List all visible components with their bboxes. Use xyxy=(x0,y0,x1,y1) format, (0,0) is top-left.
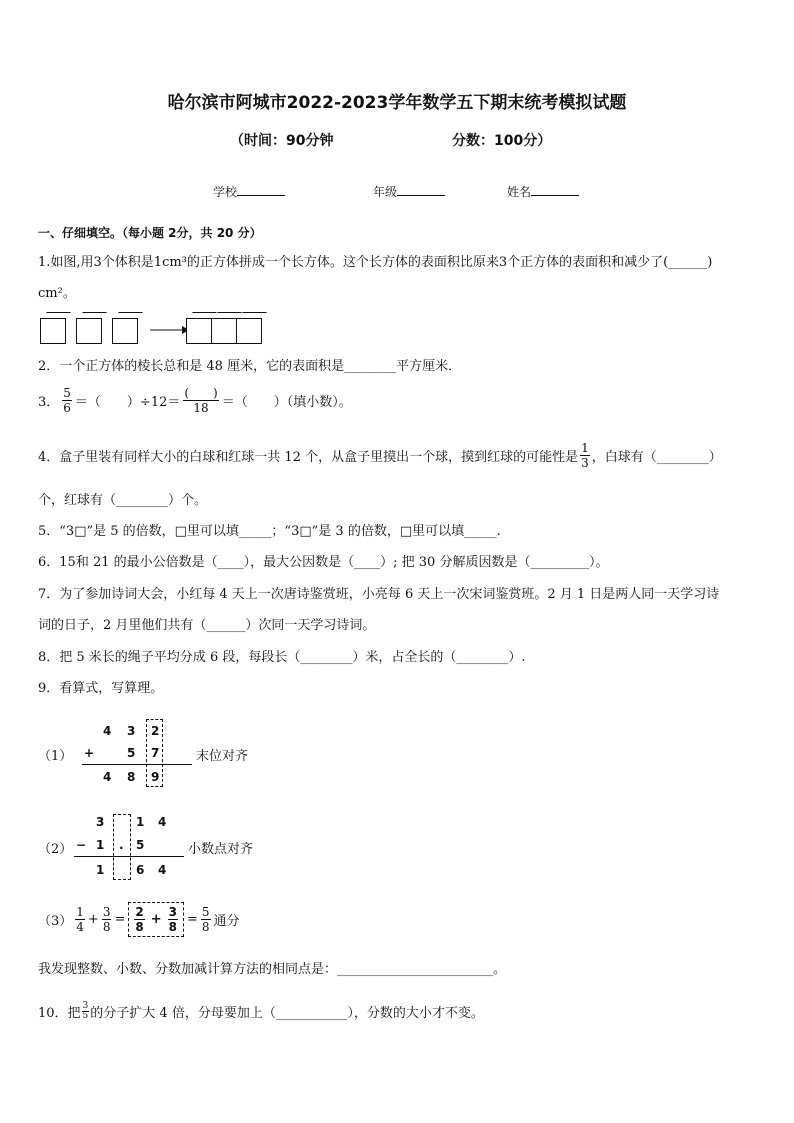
digit: 3 xyxy=(96,815,105,829)
part-2-label: （2） xyxy=(38,842,73,857)
arrow-icon xyxy=(148,322,190,338)
digit: 6 xyxy=(136,863,145,877)
cuboid-part-1 xyxy=(186,318,212,344)
cube-2 xyxy=(76,318,102,344)
question-8: 8．把 5 米长的绳子平均分成 6 段，每段长（________）米，占全长的（________）. xyxy=(38,650,526,665)
fraction: $\frac{2}{8}$ xyxy=(135,905,144,934)
digit: 4 xyxy=(103,770,112,784)
grade-field[interactable]: 年级 xyxy=(373,183,445,200)
digit: 3 xyxy=(127,724,136,738)
fraction: $\frac{1}{4}$ xyxy=(76,905,84,934)
digit: 5 xyxy=(136,838,145,852)
fraction-1-3: $\frac{1}{3}$ xyxy=(581,441,589,470)
question-4: 4．盒子里装有同样大小的白球和红球一共 12 个，从盒子里摸出一个球，摸到红球的可能性是 $\frac{1}{3}$ ，白球有（________） xyxy=(38,441,722,470)
alignment-box xyxy=(146,719,163,787)
decimal-alignment-box xyxy=(113,814,131,880)
school-blank[interactable] xyxy=(237,183,285,196)
digit: 1 xyxy=(136,815,145,829)
part-3-label: （3） xyxy=(38,914,73,929)
minus-sign: − xyxy=(76,838,87,852)
question-6: 6．15和 21 的最小公倍数是（____），最大公因数是（____）; 把 30 分解质因数是（_________）。 xyxy=(38,555,609,570)
part-3-fractions: （3） $\frac{1}{4}$ + $\frac{3}{8}$ = $\frac{2}{8}$ + $\frac{3}{8}$ = $\frac{5}{8}$ 通分 xyxy=(38,902,240,937)
plus-sign: + xyxy=(84,746,95,760)
part-1-note: 末位对齐 xyxy=(196,749,249,764)
decimal-point: . xyxy=(119,838,124,852)
digit: 2 xyxy=(151,724,160,738)
cuboid-part-3 xyxy=(236,318,262,344)
cube-3 xyxy=(112,318,138,344)
digit: 9 xyxy=(151,770,160,784)
question-2: 2．一个正方体的棱长总和是 48 厘米，它的表面积是________平方厘米． xyxy=(38,359,462,374)
digit: 1 xyxy=(96,863,105,877)
cube-figure xyxy=(40,312,280,344)
exam-score: 分数：100分） xyxy=(452,133,552,149)
question-9: 9．看算式，写算理。 xyxy=(38,681,164,696)
part-2-note: 小数点对齐 xyxy=(188,842,254,857)
fraction: $\frac{3}{8}$ xyxy=(168,905,177,934)
question-5: 5．“3□”是 5 的倍数，□里可以填_____；“3□”是 3 的倍数，□里可以填_____. xyxy=(38,524,501,539)
digit: 4 xyxy=(158,815,167,829)
sum-line xyxy=(82,764,192,765)
fraction-5-6: $\frac{5}{6}$ xyxy=(63,386,71,415)
question-7-line1: 7．为了参加诗词大会，小红每 4 天上一次唐诗鉴赏班，小亮每 6 天上一次宋词鉴赏班。2 月 1 日是两人同一天学习诗 xyxy=(38,587,720,602)
part-1-label: （1） xyxy=(38,749,73,764)
cube-1 xyxy=(40,318,66,344)
digit: 5 xyxy=(127,746,136,760)
digit: 4 xyxy=(158,863,167,877)
cuboid-part-2 xyxy=(211,318,237,344)
section-heading: 一、仔细填空。（每小题 2分，共 20 分） xyxy=(38,226,262,240)
part-3-note: 通分 xyxy=(213,914,240,929)
fraction: $\frac{5}{8}$ xyxy=(201,905,210,934)
question-7-line2: 词的日子，2 月里他们共有（______）次同一天学习诗词。 xyxy=(38,618,376,633)
digit: 1 xyxy=(96,838,105,852)
name-blank[interactable] xyxy=(531,183,579,196)
name-field[interactable]: 姓名 xyxy=(507,183,579,200)
common-denominator-box: $\frac{2}{8}$ + $\frac{3}{8}$ xyxy=(128,902,184,937)
digit: 7 xyxy=(151,746,160,760)
fraction: $\frac{3}{8}$ xyxy=(102,905,111,934)
question-1-unit: cm²。 xyxy=(38,286,76,301)
exam-time: （时间：90分钟 xyxy=(230,133,334,149)
question-3: 3． $\frac{5}{6}$ ＝（ ）÷12＝ $\frac{( )}{18}$ ＝（ ）（填小数）。 xyxy=(38,386,352,415)
page-title: 哈尔滨市阿城市2022-2023学年数学五下期末统考模拟试题 xyxy=(167,93,627,113)
question-4-line2: 个，红球有（________）个。 xyxy=(38,493,208,508)
digit: 4 xyxy=(103,724,112,738)
fraction-blank-18: $\frac{( )}{18}$ xyxy=(184,386,218,415)
fraction-3-5: $\frac{3}{5}$ xyxy=(82,1001,89,1021)
grade-blank[interactable] xyxy=(397,183,445,196)
digit: 8 xyxy=(127,770,136,784)
question-10: 10．把 $\frac{3}{5}$ 的分子扩大 4 倍，分母要加上（___________），分数的大小才不变。 xyxy=(38,1001,484,1021)
question-1: 1.如图,用3个体积是1cm³的正方体拼成一个长方体。这个长方体的表面积比原来3个正方体的表面积和减少了(______) xyxy=(38,255,713,270)
finding-prompt: 我发现整数、小数、分数加减计算方法的相同点是：________________________。 xyxy=(38,962,507,977)
school-field[interactable]: 学校 xyxy=(213,183,285,200)
